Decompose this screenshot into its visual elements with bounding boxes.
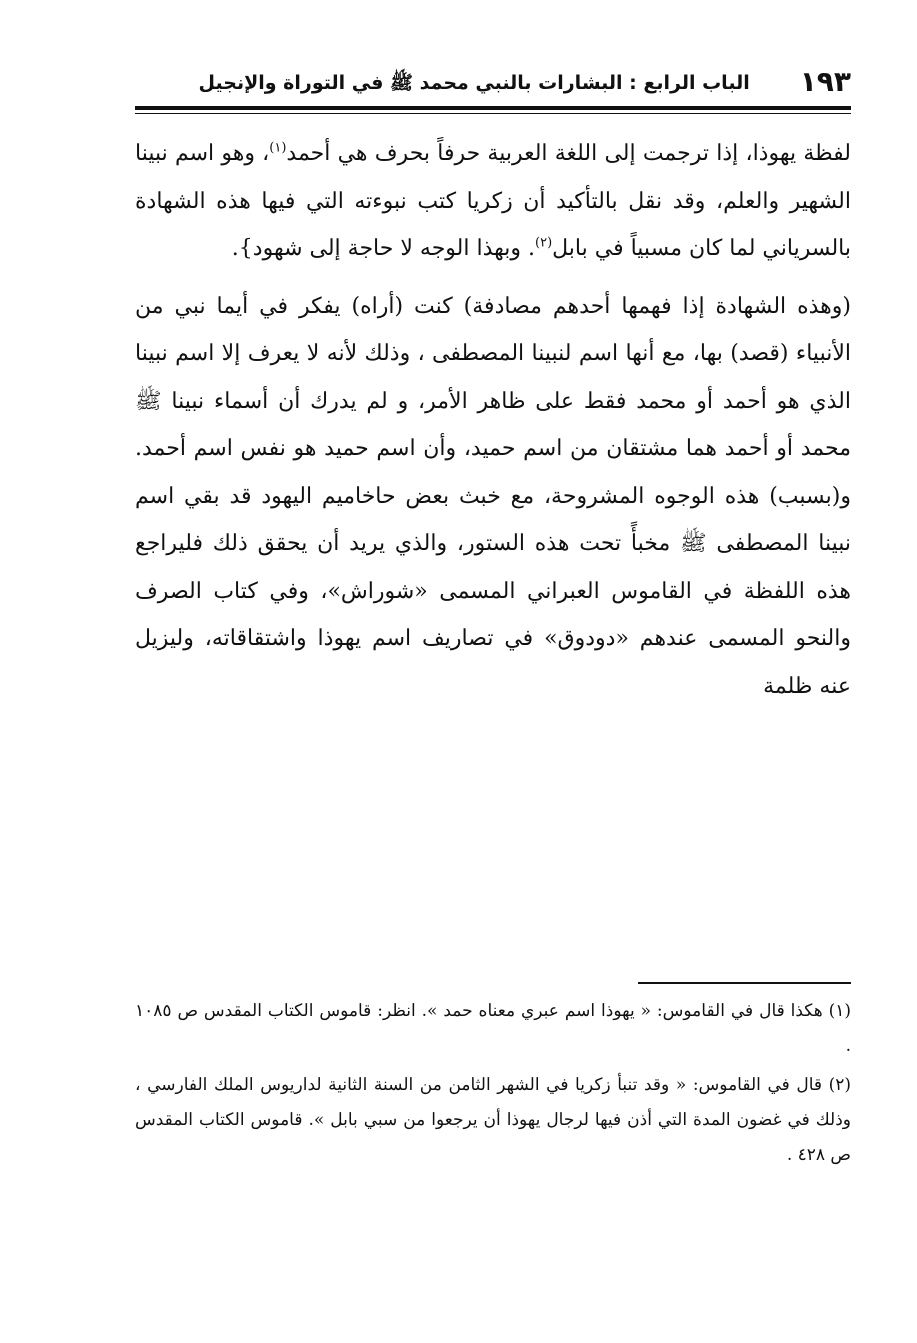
- paragraph-text: ، وهو اسم نبينا الشهير والعلم، وقد نقل بالتأكيد أن زكريا كتب نبوءته التي فيها هذه الشهادة بالسرياني لما كان مسبياً في بابل: [135, 141, 851, 261]
- running-header: [135, 58, 851, 98]
- footnote-ref: (١): [269, 140, 287, 156]
- footnote: (٢) قال في القاموس: « وقد تنبأ زكريا في الشهر الثامن من السنة الثانية لداريوس الملك الفارسي ، وذلك في غضون المدة التي أذن فيها لرجال يهوذا أن يرجعوا من سبي بابل ». قاموس الكتاب المقدس ص ٤٢٨ .: [135, 1075, 851, 1165]
- paragraph-text: لفظة يهوذا، إذا ترجمت إلى اللغة العربية حرفاً بحرف هي أحمد: [286, 141, 851, 166]
- header-rule-thick: [135, 106, 851, 110]
- paragraph: (وهذه الشهادة إذا فهمها أحدهم مصادفة) كنت (أراه) يفكر في أيما نبي من الأنبياء (قصد) بها، مع أنها اسم لنبينا المصطفى ، وذلك لأنه لا يعرف إلا اسم نبينا الذي هو أحمد أو محمد فقط على ظاهر الأمر، و لم يدرك أن أسماء نبينا ﷺ محمد أو أحمد هما مشتقان من اسم حميد، وأن اسم حميد هو نفس اسم أحمد. و(بسبب) هذه الوجوه المشروحة، مع خبث بعض حاخاميم اليهود قد بقي اسم نبينا المصطفى ﷺ مخبأً تحت هذه الستور، والذي يريد أن يحقق ذلك فليراجع هذه اللفظة في القاموس العبراني المسمى «شوراش»، وفي كتاب الصرف والنحو المسمى عندهم «دودوق» في تصاريف اسم يهوذا واشتقاقاته، وليزيل عنه ظلمة: [135, 293, 851, 699]
- header-rule-thin: [135, 113, 851, 114]
- body-text: [135, 130, 851, 710]
- chapter-title: الباب الرابع : البشارات بالنبي محمد ﷺ في التوراة والإنجيل: [198, 72, 750, 94]
- footnote-separator: [638, 982, 851, 984]
- paragraph: [135, 130, 851, 273]
- paragraph-text: . وبهذا الوجه لا حاجة إلى شهود}.: [231, 236, 535, 261]
- footnote-ref: (٢): [535, 235, 553, 251]
- footnotes: [135, 994, 851, 1173]
- footnote: (١) هكذا قال في القاموس: « يهوذا اسم عبري معناه حمد ». انظر: قاموس الكتاب المقدس ص ١٠٨٥ .: [135, 1001, 851, 1056]
- page-number: ١٩٣: [799, 65, 851, 98]
- book-page: [135, 58, 851, 1218]
